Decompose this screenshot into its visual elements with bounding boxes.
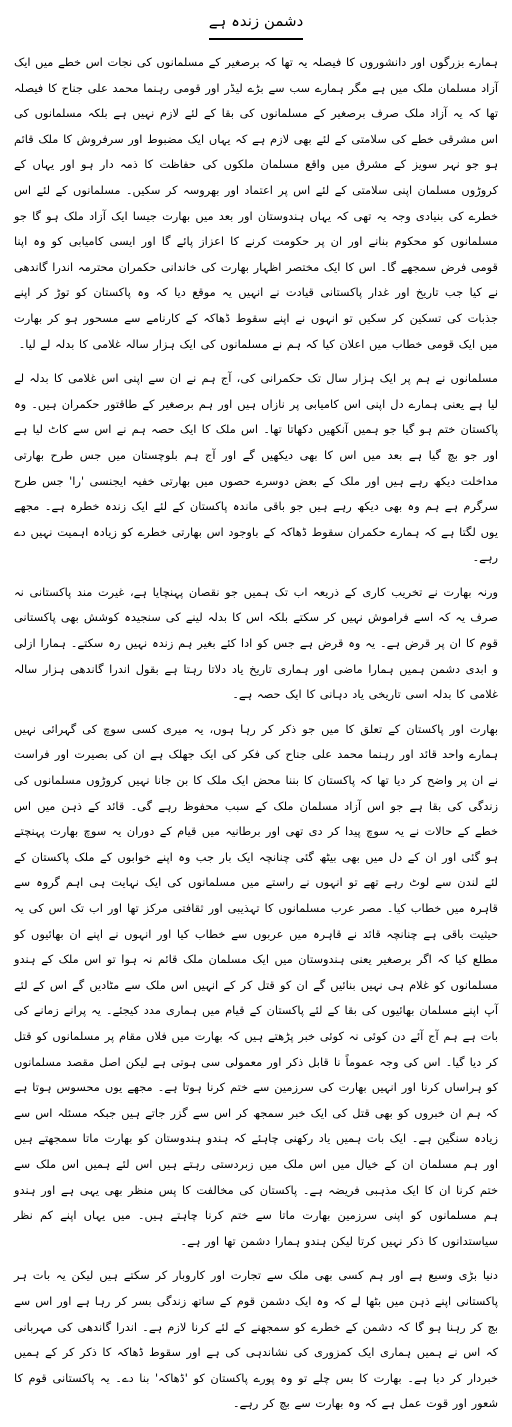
paragraph-1: ہمارے بزرگوں اور دانشوروں کا فیصلہ یہ تھا کہ برصغیر کے مسلمانوں کی نجات اس خطے میں ایک آزاد مسلمان ملک میں ہے مگر ہمارے سب سے بڑے لیڈر اور قومی رہنما محمد علی جناح کا فیصلہ تھا کہ یہ آزاد ملک صرف برصغیر کے مسلمانوں کی بقا کے لئے لازم نہیں ہے بلکہ مسلمانوں کی اس مشرقی خطے کی سلامتی کے لئے بھی لازم ہے کہ یہاں ایک مضبوط اور سرفروش کا ملک قائم ہو جو نہر سویز کے مشرق میں واقع مسلمان ملکوں کی حفاظت کا ذمہ دار ہو اور یہاں کے کروڑوں مسلمان اپنی سلامتی کے لئے اس پر اعتماد اور بھروسہ کر سکیں۔ مسلمانوں کے لئے اس خطرے کی بنیادی وجہ یہ تھی کہ یہاں ہندوستان اور بعد میں بھارت جیسا ایک آزاد ملک ہو گا جو مسلمانوں کو محکوم بنانے اور ان پر حکومت کرنے کا اعزاز پائے گا اور ایسی کامیابی کو وہ اپنا قومی فرض سمجھے گا۔ اس کا ایک مختصر اظہار بھارت کی خاندانی حکمران محترمہ اندرا گاندھی نے کیا جب تاریخ اور غدار پاکستانی قیادت نے انہیں یہ موقع دیا کہ وہ پاکستان کو توڑ کر اپنے جذبات کی تسکین کر سکیں تو انہوں نے اپنے سقوط ڈھاکہ کے کارنامے سے مسحور ہو کر بھارت میں ایک قومی خطاب میں اعلان کیا کہ ہم نے مسلمانوں کی ایک ہزار سالہ غلامی کا بدلہ لے لیا۔ xyxy=(14,55,498,351)
article-body xyxy=(14,50,498,1417)
article-title: دشمن زندہ ہے xyxy=(208,12,304,30)
paragraph-5: دنیا بڑی وسیع ہے اور ہم کسی بھی ملک سے تجارت اور کاروبار کر سکتے ہیں لیکن یہ بات ہر پاکستانی اپنے ذہن میں بٹھا لے کہ وہ ایک دشمن قوم کے ساتھ زندگی بسر کر رہا ہے اور اس سے بچ کر رہنا ہو گا کہ دشمن کے خطرے کو سمجھنے کے لئے کرنا لازم ہے۔ اندرا گاندھی کی مہربانی کہ اس نے ہمیں ہماری ایک کمزوری کی نشاندہی کی ہے اور سقوط ڈھاکہ کا ذکر کر کے ہمیں خبردار کر دیا ہے۔ بھارت کا بس چلے تو وہ پورے پاکستان کو 'ڈھاکہ' بنا دے۔ یہ پاکستانی قوم کا شعور اور قوت عمل ہے کہ وہ بھارت سے بچ کر رہے۔ xyxy=(14,1268,498,1411)
title-underline xyxy=(209,38,303,40)
paragraph-3: ورنہ بھارت نے تخریب کاری کے ذریعہ اب تک ہمیں جو نقصان پہنچایا ہے، غیرت مند پاکستانی نہ صرف یہ کہ اسے فراموش نہیں کر سکتے بلکہ اس کا بدلہ لینے کی سنجیدہ کوشش بھی پاکستانی قوم کا ان پر قرض ہے۔ یہ وہ قرض ہے جس کو ادا کئے بغیر ہم زندہ نہیں رہ سکتے۔ ہمارا ازلی و ابدی دشمن ہمیں ہمارا ماضی اور ہماری تاریخ یاد دلاتا رہتا ہے بقول اندرا گاندھی ہزار سالہ غلامی کا بدلہ اسی تاریخی یاد دہانی کا ایک حصہ ہے۔ xyxy=(14,584,498,702)
paragraph-4: بھارت اور پاکستان کے تعلق کا میں جو ذکر کر رہا ہوں، یہ میری کسی سوچ کی گہرائی نہیں ہمارے واحد قائد اور رہنما محمد علی جناح کی فکر کی ایک جھلک ہے ان کی بصیرت اور فراست نے ان پر واضح کر دیا تھا کہ پاکستان کا بننا محض ایک ملک کا بن جانا نہیں کروڑوں مسلمانوں کی زندگی کی بقا ہے جو اس آزاد مسلمان ملک کے سبب محفوظ رہے گی۔ قائد کے ذہن میں اس خطے کے حالات نے یہ سوچ پیدا کر دی تھی اور برطانیہ میں قیام کے دوران یہ سوچ بھارت پہنچتے ہو گئی اور ان کے دل میں بھی بیٹھ گئی چنانچہ ایک بار جب وہ اپنے خوابوں کے ملک پاکستان کے لئے لندن سے لوٹ رہے تھے تو انہوں نے راستے میں مسلمانوں کی ایک نہایت ہی اہم گروہ سے قاہرہ میں خطاب کیا۔ مصر عرب مسلمانوں کا تہذیبی اور ثقافتی مرکز تھا اور اب تک اس کی یہ حیثیت باقی ہے چنانچہ قائد نے قاہرہ میں عربوں سے خطاب کیا اور انہوں نے اپنے ان بھائیوں کو مطلع کیا کہ اگر برصغیر یعنی ہندوستان میں ایک مسلمان ملک قائم نہ ہوا تو اس ملک کے ہندو مسلمانوں کو غلام ہی نہیں بنائیں گے ان کو قتل کر کے انہیں اس ملک سے مٹادیں گے اس کے لئے آپ اپنے مسلمان بھائیوں کی بقا کے لئے پاکستان کے قیام میں ہماری مدد کیجئے۔ یہ پرانے زمانے کی بات ہے ہم آج آئے دن کوئی نہ کوئی خبر پڑھتے ہیں کہ بھارت میں فلاں مقام پر مسلمانوں کو قتل کر دیا گیا۔ اس کی وجہ عموماً نا قابل ذکر اور معمولی سی ہوتی ہے لیکن اصل مقصد مسلمانوں کو ہراساں کرنا اور انہیں بھارت کی سرزمین سے ختم کرنا ہوتا ہے۔ مجھے یوں محسوس ہوتا ہے کہ ہم ان خبروں کو بھی قتل کی ایک خبر سمجھ کر اس سے گزر جاتے ہیں جبکہ مسئلہ اس سے زیادہ سنگین ہے۔ ایک بات ہمیں یاد رکھنی چاہئے کہ ہندو ہندوستان کو بھارت ماتا سمجھتے ہیں اور ہم مسلمان ان کے خیال میں اس ملک میں زبردستی رہتے ہیں اس لئے ہمیں اس ملک سے ختم کرنا ان کا ایک مذہبی فریضہ ہے۔ پاکستان کی مخالفت کا پس منظر بھی یہی ہے اور ہندو ہم مسلمانوں کو اپنی سرزمین بھارت ماتا سے ختم کرنا چاہتے ہیں۔ میں یہاں اپنے کم نظر سیاستدانوں کا ذکر نہیں کرتا لیکن ہندو ہمارا دشمن تھا اور ہے۔ xyxy=(14,721,498,1248)
paragraph-2: مسلمانوں نے ہم پر ایک ہزار سال تک حکمرانی کی، آج ہم نے ان سے اپنی اس غلامی کا بدلہ لے لیا ہے یعنی ہمارے دل اپنی اس کامیابی پر نازاں ہیں اور ہم برصغیر کے طاقتور حکمران ہیں۔ وہ پاکستان ختم ہو گیا جو ہمیں آنکھیں دکھاتا تھا۔ اس ملک کا ایک حصہ ہم نے اس سے کاٹ لیا ہے اور جو بچ گیا ہے بعد میں اس کا بھی دیکھیں گے اور آج ہم بلوچستان میں جس طرح بھارتی مداخلت دیکھ رہے ہیں اور ملک کے بعض دوسرے حصوں میں بھارتی خفیہ ایجنسی 'را' جس طرح سرگرم ہے ہم وہ بھی دیکھ رہے ہیں جو باقی ماندہ پاکستان کے لئے ایک زندہ خطرہ ہے۔ مجھے یوں لگتا ہے کہ ہمارے حکمران سقوط ڈھاکہ کے باوجود اس بھارتی خطرے کو زیادہ اہمیت نہیں دے رہے۔ xyxy=(14,371,498,565)
